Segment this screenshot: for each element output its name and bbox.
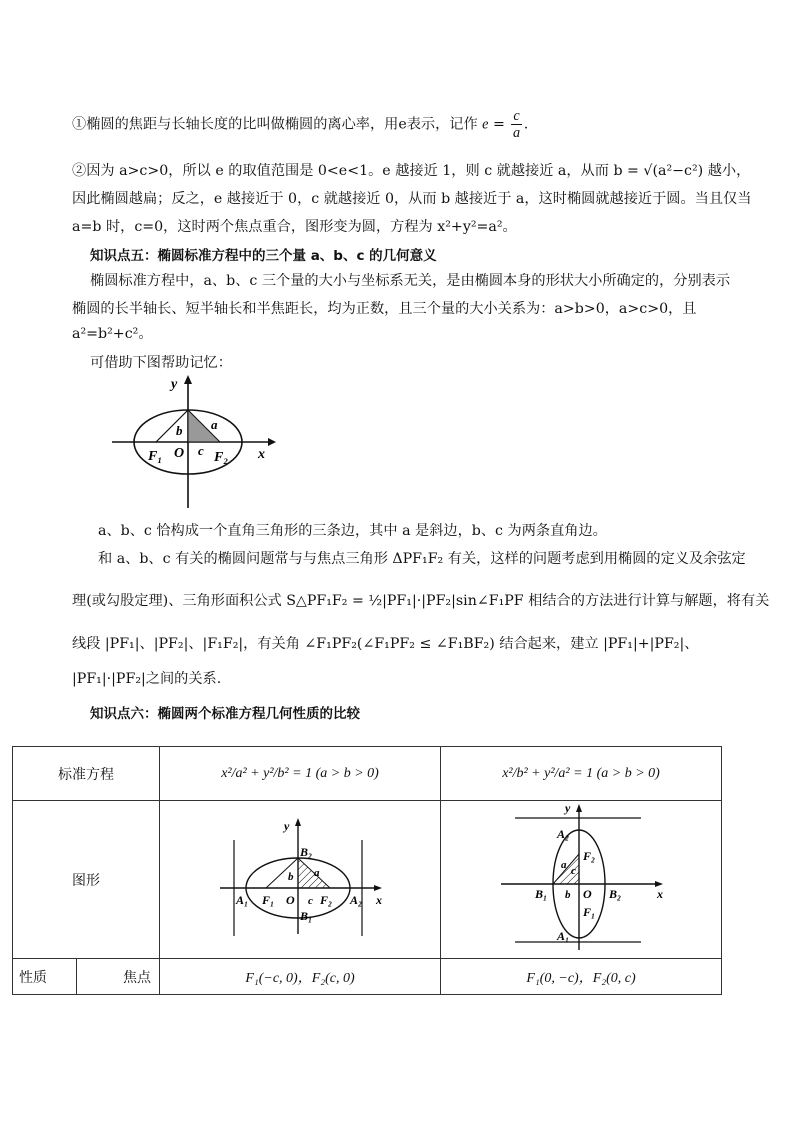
row-label-figure: 图形 [13,801,160,959]
para3-l2: 和 a、b、c 有关的椭圆问题常与与焦点三角形 ΔPF₁F₂ 有关，这样的问题考虑到用椭圆的定义及余弦定 [98,551,746,567]
eccentricity-fraction: $\frac{c}{a}$ [513,108,521,141]
section6-title: 知识点六：椭圆两个标准方程几何性质的比较 [90,706,360,722]
fig1-b-label: b [176,423,183,438]
para3-l4: 线段 |PF₁|、|PF₂|、|F₁F₂|，有关角 ∠F₁PF₂(∠F₁PF₂ ≤ ∠F₁BF₂) 结合起来，建立 |PF₁|+|PF₂|、 [72,636,699,652]
para3-l3: 理(或勾股定理)、三角形面积公式 S△PF₁F₂ = ½|PF₁|·|PF₂|sin∠F₁PF 相结合的方法进行计算与解题，将有关 [72,593,770,609]
para2-line2: 因此椭圆越扁；反之，e 越接近于 0，c 就越接近 0，从而 b 越接近于 a，这时椭圆就越接近于圆。当且仅当 [72,191,752,207]
fig2-y-label: y [284,818,290,833]
table-row [13,959,722,995]
vertical-ellipse-figure [491,804,671,952]
fig2-b-label: b [288,870,294,883]
para3-l1: a、b、c 恰构成一个直角三角形的三条边，其中 a 是斜边，b、c 为两条直角边。 [98,523,607,539]
fig3-b-label: b [565,888,571,901]
fig3-y-label: y [565,803,571,815]
eccentricity-text: ①椭圆的焦距与长轴长度的比叫做椭圆的离心率，用e表示，记作 [72,116,478,133]
row-label-focus: 焦点 [77,959,160,995]
fig3-F2-label: F₂ [583,848,596,863]
section5-p1: 椭圆标准方程中，a、b、c 三个量的大小与坐标系无关，是由椭圆本身的形状大小所确定的，分别表示 [90,273,731,289]
focus-horizontal: F₁(−c, 0)，F₂(c, 0) [160,959,441,995]
ellipse-abc-figure [108,372,278,512]
fig2-A2-label: A₂ [350,892,363,907]
fig1-a-label: a [211,417,218,432]
fig1-x-label: x [258,447,265,462]
fig3-c-label: c [571,864,576,877]
fig1-y-label: y [171,377,178,392]
fig3-A1-label: A₁ [557,928,570,943]
fig1-origin-label: O [174,446,185,461]
y-arrow-icon [576,804,582,812]
fig2-B1-label: B₁ [300,908,313,923]
x-arrow-icon [374,885,382,891]
eccentricity-definition: ①椭圆的焦距与长轴长度的比叫做椭圆的离心率，用e表示，记作 e = $\frac{c}{a}$ . [72,108,529,141]
figure-vertical-cell [441,801,722,959]
x-arrow-icon [268,438,276,446]
focus-vertical: F₁(0, −c)，F₂(0, c) [441,959,722,995]
row-label-equation: 标准方程 [13,747,160,801]
fig2-A1-label: A₁ [236,892,249,907]
fig1-F1-label: F₁ [148,449,163,464]
fig3-F1-label: F₁ [583,904,596,919]
y-arrow-icon [295,818,301,826]
fig2-F2-label: F₂ [320,892,333,907]
fig2-x-label: x [376,892,382,907]
fig2-origin-label: O [286,892,295,907]
fig3-B2-label: B₂ [609,886,622,901]
fig3-A2-label: A₂ [557,826,570,841]
section5-p3: a²=b²+c²。 [72,326,153,342]
row-label-property: 性质 [13,959,77,995]
figure-horizontal-cell [160,801,441,959]
equation-vertical: x²/b² + y²/a² = 1 (a > b > 0) [441,747,722,801]
fig2-B2-label: B₂ [300,844,313,859]
fig1-c-label: c [198,443,204,458]
table-row [13,747,722,801]
fig3-B1-label: B₁ [535,886,548,901]
horizontal-ellipse-figure [210,816,390,940]
equation-horizontal: x²/a² + y²/b² = 1 (a > b > 0) [160,747,441,801]
table-row [13,801,722,959]
fig1-F2-label: F₂ [214,450,229,465]
para3-l5: |PF₁|·|PF₂|之间的关系. [72,671,222,687]
section5-title: 知识点五：椭圆标准方程中的三个量 a、b、c 的几何意义 [90,248,437,264]
fig2-a-label: a [314,866,320,879]
section5-p2: 椭圆的长半轴长、短半轴长和半焦距长，均为正数，且三个量的大小关系为：a>b>0，a>c>0，且 [72,301,697,317]
para2-line3: a=b 时，c=0，这时两个焦点重合，图形变为圆，方程为 x²+y²=a²。 [72,219,517,235]
para2-line1: ②因为 a>c>0，所以 e 的取值范围是 0<e<1。e 越接近 1，则 c 就越接近 a，从而 b = √(a²−c²) 越小， [72,163,751,179]
fig3-origin-label: O [583,886,592,901]
comparison-table [12,746,722,995]
y-arrow-icon [184,375,192,384]
fig2-F1-label: F₁ [262,892,275,907]
fig2-c-label: c [308,894,313,907]
fig3-x-label: x [657,886,663,901]
fig3-a-label: a [561,858,567,871]
section5-memo: 可借助下图帮助记忆： [90,355,232,371]
